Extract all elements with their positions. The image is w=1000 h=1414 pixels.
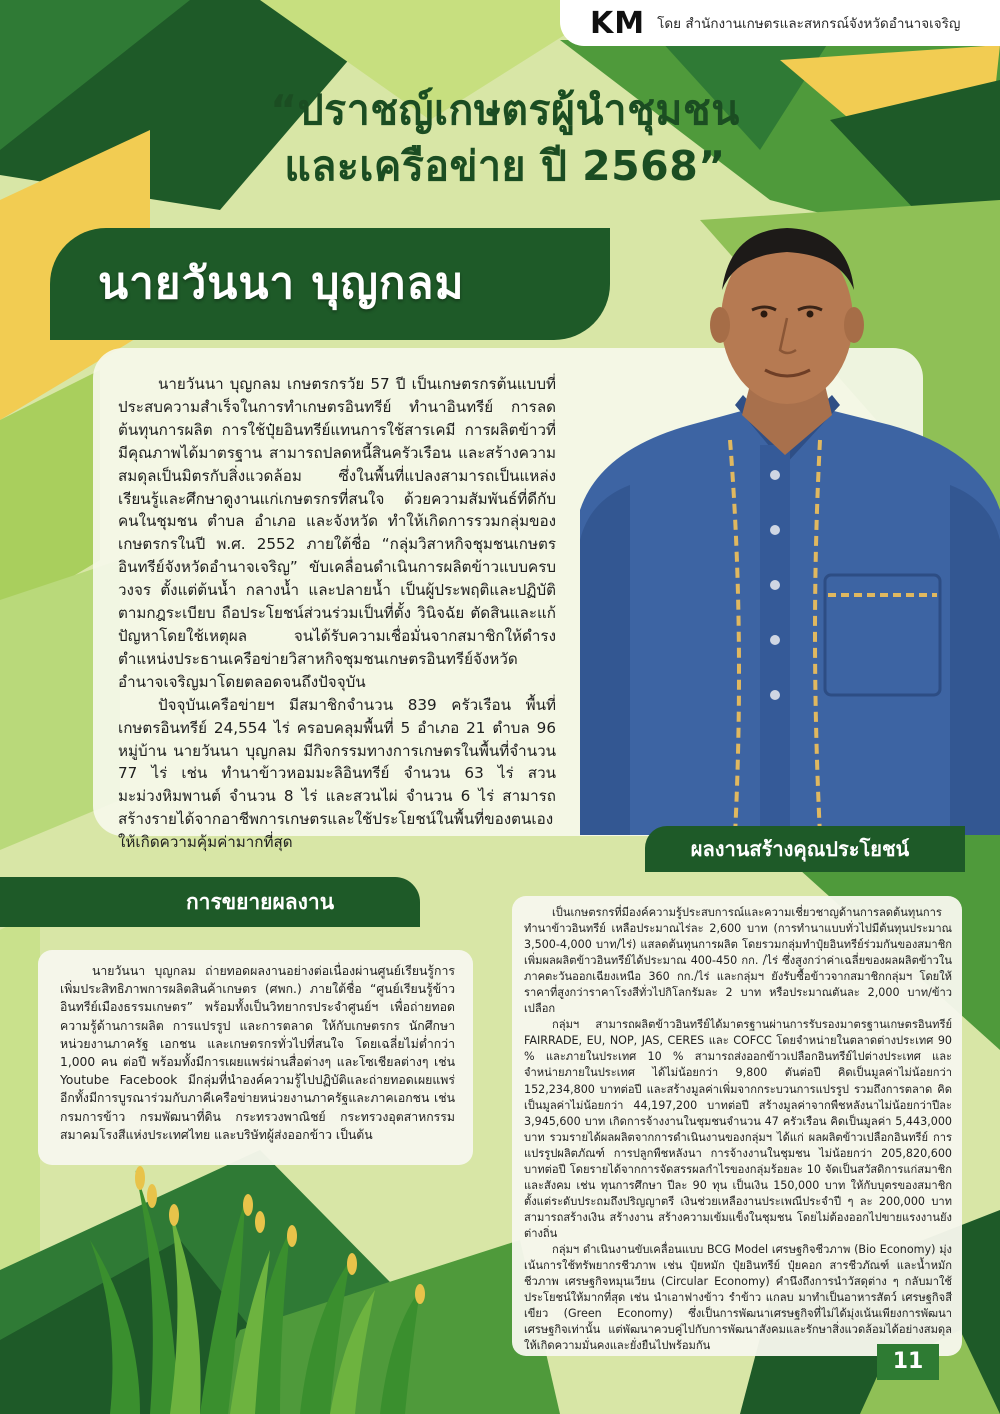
bio-text <box>118 373 556 854</box>
results-section-title: ผลงานสร้างคุณประโยชน์ <box>690 837 910 861</box>
expand-section-title: การขยายผลงาน <box>185 890 335 914</box>
farmer-portrait <box>570 210 1000 835</box>
results-paragraph-2: กลุ่มฯ สามารถผลิตข้าวอินทรีย์ได้มาตรฐานผ่านการรับรองมาตรฐานเกษตรอินทรีย์ FAIRRADE, EU, NOP, JAS, CERES และ COFCC โดยจำหน่ายในตลาดต่างประเทศ 90 % และภายในประเทศ 10 % สามารถส่งออกข้าวเปลือกอินทรีย์ไปต่างประเทศ และจำหน่ายภายในประเทศ ได้ไม่น้อยกว่า 9,800 ตันต่อปี คิดเป็นมูลค่าไม่น้อยกว่า 152,234,800 บาทต่อปี และสร้างมูลค่าเพิ่มจากกระบวนการแปรรูป รวมถึงการตลาด คิดเป็นมูลค่าไม่น้อยกว่า 44,197,200 บาทต่อปี สร้างมูลค่าจากพืชหลังนาไม่น้อยกว่าปีละ 3,945,600 บาท เกิดการจ้างงานในชุมชนจำนวน 47 ครัวเรือน คิดเป็นมูลค่า 5,443,000 บาท รวมรายได้ผลผลิตจากการดำเนินงานของกลุ่มฯ ได้แก่ ผลผลิตข้าวเปลือกอินทรีย์ การแปรรูปผลิตภัณฑ์ การปลูกพืชหลังนา การจ้างงานในชุมชน ไม่น้อยกว่า 205,820,600 บาทต่อปี โดยรายได้จากการจัดสรรผลกำไรของกลุ่มร้อยละ 10 จัดเป็นสวัสดิการแก่สมาชิกและสังคม เช่น ทุนการศึกษา ปีละ 90 ทุน เป็นเงิน 150,000 บาท ให้กับบุตรของสมาชิกตั้งแต่ระดับประถมถึงปริญญาตรี เงินช่วยเหลืองานประเพณีประจำปี ๆ ละ 200,000 บาท สามารถสร้างเงิน สร้างงาน สร้างความเข้มแข็งในชุมชน โดยไม่ต้องออกไปขายแรงงานยังต่างถิ่น <box>524 1018 952 1240</box>
title-line-1: “ปราชญ์เกษตรผู้นำชุมชน <box>270 86 740 134</box>
expand-paragraph: นายวันนา บุญกลม ถ่ายทอดผลงานอย่างต่อเนื่องผ่านศูนย์เรียนรู้การเพิ่มประสิทธิภาพการผลิตสินค้าเกษตร (ศพก.) ภายใต้ชื่อ “ศูนย์เรียนรู้ข้าวอินทรีย์เมืองธรรมเกษตร” พร้อมทั้งเป็นวิทยากรประจำศูนย์ฯ เพื่อถ่ายทอดความรู้ด้านการผลิต การแปรรูป และการตลาด ให้กับเกษตรกร นักศึกษา หน่วยงานภาครัฐ เอกชน และเกษตรกรทั่วไปที่สนใจ โดยเฉลี่ยไม่ต่ำกว่า 1,000 คน ต่อปี พร้อมทั้งมีการเผยแพร่ผ่านสื่อต่างๆ และโซเชียลต่างๆ เช่น Youtube Facebook มีกลุ่มที่นำองค์ความรู้ไปปฏิบัติและถ่ายทอดเผยแพร่ อีกทั้งมีการบูรณาร่วมกับภาคีเครือข่ายหน่วยงานภาครัฐและภาคเอกชน เช่น กรมการข้าว กรมพัฒนาที่ดิน กระทรวงพาณิชย์ กระทรวงอุตสาหกรรม สมาคมโรงสีแห่งประเทศไทย และบริษัทผู้ส่งออกข้าว เป็นต้น <box>60 964 455 1142</box>
header-byline: โดย สำนักงานเกษตรและสหกรณ์จังหวัดอำนาจเจริญ <box>657 16 961 32</box>
header-bar <box>560 0 1000 46</box>
results-paragraph-1: เป็นเกษตรกรที่มีองค์ความรู้ประสบการณ์และความเชี่ยวชาญด้านการลดต้นทุนการทำนาข้าวอินทรีย์ เหลือประมาณไร่ละ 2,600 บาท (การทำนาแบบทั่วไปมีต้นทุนประมาณ 3,500-4,000 บาท/ไร่) แสลดต้นทุนการผลิต โดยรวมกลุ่มทำปุ๋ยอินทรีย์ร่วมกันของสมาชิก เพิ่มผลผลิตข้าวอินทรีย์ได้ประมาณ 400-450 กก. /ไร่ ซึ่งสูงกว่าค่าเฉลี่ยของผลผลิตข้าวในภาคตะวันออกเฉียงเหนือ 360 กก./ไร่ และกลุ่มฯ ยังรับซื้อข้าวจากสมาชิกกลุ่มฯ โดยให้ราคาที่สูงกว่าราคาโรงสีทั่วไปกิโลกรัมละ 2 บาท หรือประมาณตันละ 2,000 บาท/ข้าวเปลือก <box>524 906 952 1016</box>
results-paragraph-3: กลุ่มฯ ดำเนินงานขับเคลื่อนแบบ BCG Model เศรษฐกิจชีวภาพ (Bio Economy) มุ่งเน้นการใช้ทรัพยากรชีวภาพ เช่น ปุ๋ยหมัก ปุ๋ยอินทรีย์ ปุ๋ยคอก สารชีวภัณฑ์ และน้ำหมักชีวภาพ เศรษฐกิจหมุนเวียน (Circular Economy) คำนึงถึงการนำวัสดุต่าง ๆ กลับมาใช้ประโยชน์ให้มากที่สุด เช่น นำเอาฟางข้าว รำข้าว แกลบ มาทำเป็นอาหารสัตว์ เศรษฐกิจสีเขียว (Green Economy) ซึ่งเป็นการพัฒนาเศรษฐกิจที่ไม่ได้มุ่งเน้นเพียงการพัฒนาเศรษฐกิจเท่านั้น แต่พัฒนาควบคู่ไปกับการพัฒนาสังคมและรักษาสิ่งแวดล้อมได้อย่างสมดุลให้เกิดความมั่นคงและยั่งยืนไปพร้อมกัน <box>524 1242 952 1353</box>
bio-paragraph-1: นายวันนา บุญกลม เกษตรกรวัย 57 ปี เป็นเกษตรกรต้นแบบที่ประสบความสำเร็จในการทำเกษตรอินทรีย์ ทำนาอินทรีย์ การลดต้นทุนการผลิต การใช้ปุ๋ยอินทรีย์แทนการใช้สารเคมี การผลิตข้าวที่มีคุณภาพได้มาตรฐาน สามารถปลดหนี้สินครัวเรือน และสร้างความสมดุลเป็นมิตรกับสิ่งแวดล้อม ซึ่งในพื้นที่แปลงสามารถเป็นแหล่งเรียนรู้และศึกษาดูงานแก่เกษตรกรที่สนใจ ด้วยความสัมพันธ์ที่ดีกับคนในชุมชน ตำบล อำเภอ และจังหวัด ทำให้เกิดการรวมกลุ่มของเกษตรกรในปี พ.ศ. 2552 ภายใต้ชื่อ “กลุ่มวิสาหกิจชุมชนเกษตรอินทรีย์จังหวัดอำนาจเจริญ” ขับเคลื่อนดำเนินการผลิตข้าวแบบครบวงจร ตั้งแต่ต้นน้ำ กลางน้ำ และปลายน้ำ เป็นผู้ประพฤติและปฏิบัติตามกฎระเบียบ ถือประโยชน์ส่วนร่วมเป็นที่ตั้ง วินิจฉัย ตัดสินและแก้ปัญหาโดยใช้เหตุผล จนได้รับความเชื่อมั่นจากสมาชิกให้ดำรงตำแหน่งประธานเครือข่ายวิสาหกิจชุมชนเกษตรอินทรีย์จังหวัดอำนาจเจริญมาโดยตลอดจนถึงปัจจุบัน <box>118 375 556 691</box>
bio-paragraph-2: ปัจจุบันเครือข่ายฯ มีสมาชิกจำนวน 839 ครัวเรือน พื้นที่เกษตรอินทรีย์ 24,554 ไร่ ครอบคลุมพื้นที่ 5 อำเภอ 21 ตำบล 96 หมู่บ้าน นายวันนา บุญกลม มีกิจกรรมทางการเกษตรในพื้นที่จำนวน 77 ไร่ เช่น ทำนาข้าวหอมมะลิอินทรีย์ จำนวน 63 ไร่ สวนมะม่วงหิมพานต์ จำนวน 8 ไร่ และสวนไผ่ จำนวน 6 ไร่ สามารถสร้างรายได้จากอาชีพการเกษตรและใช้ประโยชน์ในพื้นที่ของตนเองให้เกิดความคุ้มค่ามากที่สุด <box>118 695 556 852</box>
km-logo: KM <box>590 5 646 41</box>
page-number: 11 <box>877 1344 939 1380</box>
person-name: นายวันนา บุญกลม <box>98 258 465 309</box>
title-line-2: และเครือข่าย ปี 2568” <box>284 142 726 190</box>
results-text <box>524 905 952 1354</box>
expand-text <box>60 962 455 1144</box>
page-title <box>160 82 850 194</box>
